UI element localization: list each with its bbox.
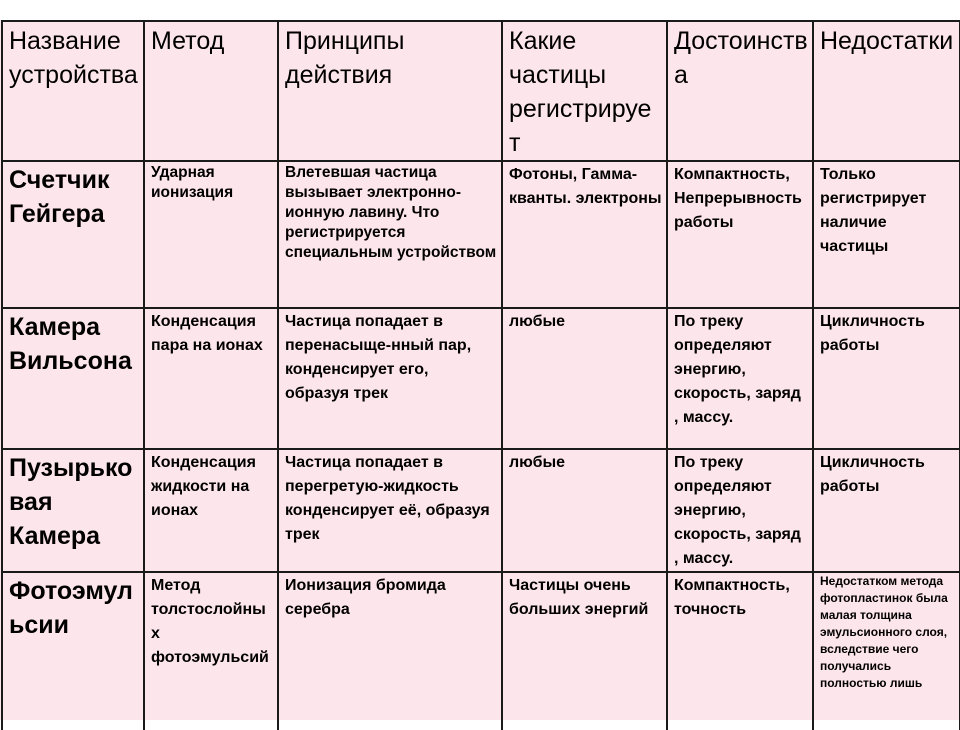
method-cell: Конденсация жидкости на ионах [144, 449, 278, 572]
principle-cell: Ионизация бромида серебра [278, 572, 502, 730]
principle-cell: Частица попадает в перегретую-жидкость конденсирует её, образуя трек [278, 449, 502, 572]
document-sheet [0, 20, 960, 720]
device-name: Камера Вильсона [2, 308, 144, 449]
method-cell: Метод толстослойных фотоэмульсий [144, 572, 278, 730]
particles-cell: Фотоны, Гамма-кванты. электроны [502, 161, 667, 308]
header-row [2, 21, 960, 161]
device-name: Счетчик Гейгера [2, 161, 144, 308]
header-method: Метод [144, 21, 278, 161]
advantages-cell: По треку определяют энергию, скорость, заряд , массу. [667, 449, 813, 572]
particles-cell: Частицы очень больших энергий [502, 572, 667, 730]
advantages-cell: Компактность, Непрерывность работы [667, 161, 813, 308]
device-name: Пузырьковая Камера [2, 449, 144, 572]
header-principle: Принципы действия [278, 21, 502, 161]
advantages-cell: Компактность, точность [667, 572, 813, 730]
detectors-table [1, 20, 960, 730]
disadvantages-cell: Недостатком метода фотопластинок была малая толщина эмульсионного слоя, вследствие чего получались полностью лишь [813, 572, 960, 730]
disadvantages-cell: Цикличность работы [813, 449, 960, 572]
principle-cell: Частица попадает в перенасыще-нный пар, конденсирует его, образуя трек [278, 308, 502, 449]
table-row [2, 572, 960, 730]
table-row [2, 308, 960, 449]
method-cell: Конденсация пара на ионах [144, 308, 278, 449]
disadvantages-cell: Цикличность работы [813, 308, 960, 449]
table-row [2, 449, 960, 572]
particles-cell: любые [502, 308, 667, 449]
header-device-name: Название устройства [2, 21, 144, 161]
device-name: Фотоэмульсии [2, 572, 144, 730]
advantages-cell: По треку определяют энергию, скорость, заряд , массу. [667, 308, 813, 449]
header-disadvantages: Недостатки [813, 21, 960, 161]
particles-cell: любые [502, 449, 667, 572]
table-row [2, 161, 960, 308]
disadvantages-cell: Только регистрирует наличие частицы [813, 161, 960, 308]
principle-cell: Влетевшая частица вызывает электронно-ионную лавину. Что регистрируется специальным устройством [278, 161, 502, 308]
method-cell: Ударная ионизация [144, 161, 278, 308]
header-particles: Какие частицы регистрирует [502, 21, 667, 161]
header-advantages: Достоинства [667, 21, 813, 161]
